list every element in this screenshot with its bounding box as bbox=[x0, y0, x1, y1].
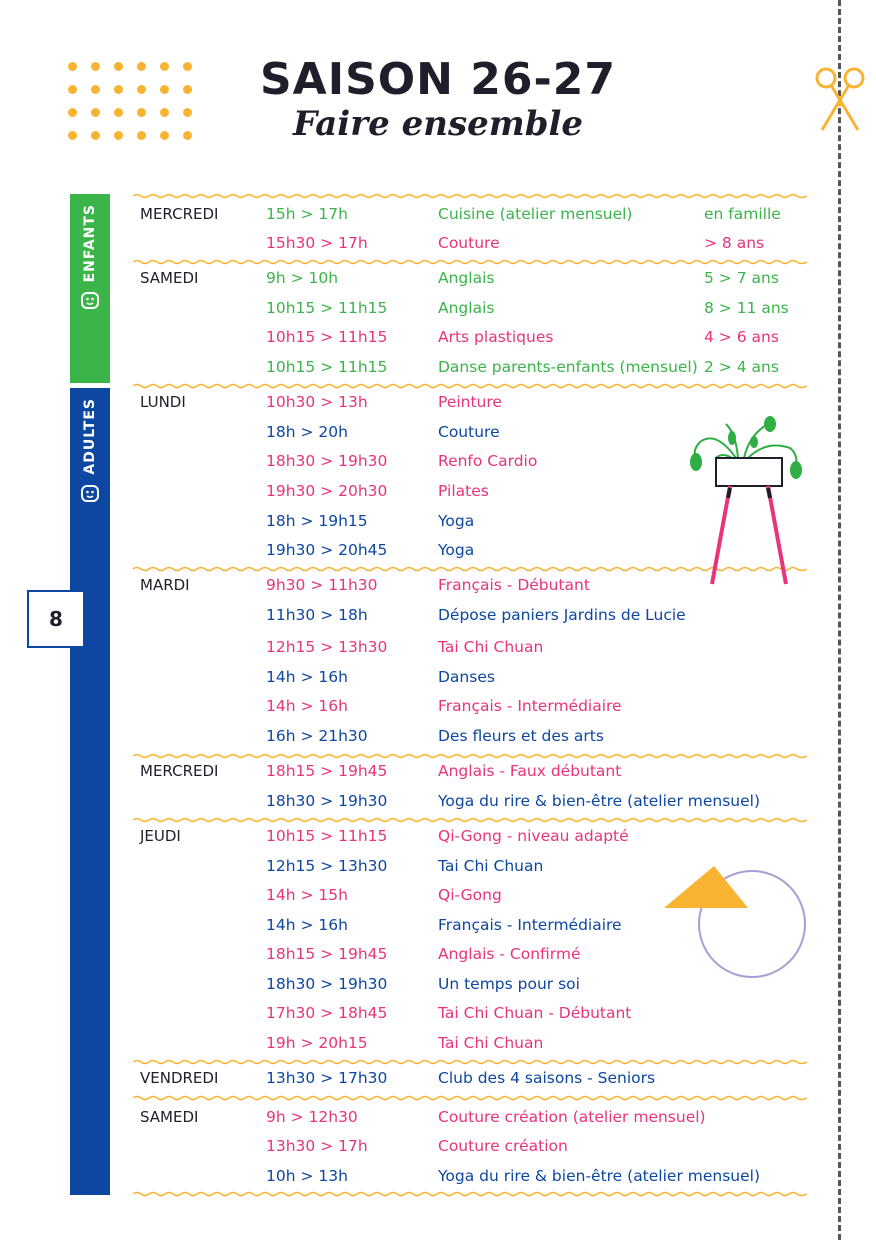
schedule-row bbox=[0, 692, 876, 720]
activity-name: Français - Intermédiaire bbox=[438, 697, 622, 715]
activity-name: Tai Chi Chuan - Débutant bbox=[438, 1004, 632, 1022]
time-range: 15h > 17h bbox=[266, 205, 348, 223]
time-range: 18h > 19h15 bbox=[266, 512, 368, 530]
activity-name: Anglais bbox=[438, 269, 495, 287]
activity-name: Anglais - Faux débutant bbox=[438, 762, 622, 780]
time-range: 10h15 > 11h15 bbox=[266, 358, 388, 376]
time-range: 19h30 > 20h45 bbox=[266, 541, 388, 559]
schedule-row bbox=[0, 822, 876, 850]
activity-name: Tai Chi Chuan bbox=[438, 857, 544, 875]
activity-name: Yoga bbox=[438, 512, 475, 530]
schedule-row bbox=[0, 1162, 876, 1190]
schedule-row bbox=[0, 787, 876, 815]
time-range: 11h30 > 18h bbox=[266, 606, 368, 624]
schedule-row bbox=[0, 264, 876, 292]
schedule-row bbox=[0, 663, 876, 691]
activity-name: Peinture bbox=[438, 393, 502, 411]
schedule-row bbox=[0, 633, 876, 661]
time-range: 18h15 > 19h45 bbox=[266, 945, 388, 963]
activity-name: Yoga bbox=[438, 541, 475, 559]
time-range: 19h > 20h15 bbox=[266, 1034, 368, 1052]
scissors-icon bbox=[814, 64, 866, 134]
schedule-row bbox=[0, 229, 876, 257]
time-range: 13h30 > 17h bbox=[266, 1137, 368, 1155]
day-label: LUNDI bbox=[140, 393, 186, 411]
activity-name: Pilates bbox=[438, 482, 489, 500]
age-group: 2 > 4 ans bbox=[704, 358, 779, 376]
time-range: 10h15 > 11h15 bbox=[266, 328, 388, 346]
time-range: 18h30 > 19h30 bbox=[266, 792, 388, 810]
day-label: MERCREDI bbox=[140, 205, 219, 223]
schedule-row bbox=[0, 601, 876, 629]
activity-name: Club des 4 saisons - Seniors bbox=[438, 1069, 656, 1087]
activity-name: Couture bbox=[438, 423, 500, 441]
separator bbox=[133, 1190, 807, 1198]
day-label: VENDREDI bbox=[140, 1069, 219, 1087]
time-range: 14h > 16h bbox=[266, 916, 348, 934]
time-range: 13h30 > 17h30 bbox=[266, 1069, 388, 1087]
time-range: 14h > 16h bbox=[266, 697, 348, 715]
activity-name: Français - Intermédiaire bbox=[438, 916, 622, 934]
activity-name: Couture création bbox=[438, 1137, 568, 1155]
day-label: MARDI bbox=[140, 576, 190, 594]
schedule-row bbox=[0, 757, 876, 785]
separator bbox=[133, 1094, 807, 1102]
day-label: JEUDI bbox=[140, 827, 181, 845]
time-range: 14h > 16h bbox=[266, 668, 348, 686]
time-range: 14h > 15h bbox=[266, 886, 348, 904]
age-group: 5 > 7 ans bbox=[704, 269, 779, 287]
time-range: 10h > 13h bbox=[266, 1167, 348, 1185]
schedule-row bbox=[0, 323, 876, 351]
plant-illustration bbox=[686, 412, 812, 588]
activity-name: Des fleurs et des arts bbox=[438, 727, 604, 745]
schedule-row bbox=[0, 353, 876, 381]
activity-name: Anglais bbox=[438, 299, 495, 317]
time-range: 18h30 > 19h30 bbox=[266, 975, 388, 993]
age-group: > 8 ans bbox=[704, 234, 765, 252]
activity-name: Couture création (atelier mensuel) bbox=[438, 1108, 706, 1126]
activity-name: Yoga du rire & bien-être (atelier mensuel) bbox=[438, 792, 760, 810]
activity-name: Yoga du rire & bien-être (atelier mensuel) bbox=[438, 1167, 760, 1185]
schedule-row bbox=[0, 1103, 876, 1131]
time-range: 18h > 20h bbox=[266, 423, 348, 441]
separator bbox=[133, 192, 807, 200]
activity-name: Danse parents-enfants (mensuel) bbox=[438, 358, 698, 376]
activity-name: Anglais - Confirmé bbox=[438, 945, 581, 963]
time-range: 9h30 > 11h30 bbox=[266, 576, 378, 594]
age-group: 4 > 6 ans bbox=[704, 328, 779, 346]
activity-name: Français - Débutant bbox=[438, 576, 590, 594]
activity-name: Qi-Gong - niveau adapté bbox=[438, 827, 629, 845]
page-subtitle: Faire ensemble bbox=[292, 104, 584, 144]
schedule-row bbox=[0, 722, 876, 750]
activity-name: Qi-Gong bbox=[438, 886, 502, 904]
time-range: 17h30 > 18h45 bbox=[266, 1004, 388, 1022]
time-range: 16h > 21h30 bbox=[266, 727, 368, 745]
activity-name: Un temps pour soi bbox=[438, 975, 580, 993]
section-adultes-label: ADULTES bbox=[82, 398, 98, 475]
time-range: 18h15 > 19h45 bbox=[266, 762, 388, 780]
time-range: 15h30 > 17h bbox=[266, 234, 368, 252]
activity-name: Tai Chi Chuan bbox=[438, 1034, 544, 1052]
activity-name: Cuisine (atelier mensuel) bbox=[438, 205, 633, 223]
page-title: SAISON 26-27 bbox=[259, 54, 617, 105]
age-group: 8 > 11 ans bbox=[704, 299, 789, 317]
time-range: 9h > 10h bbox=[266, 269, 339, 287]
schedule-row bbox=[0, 1132, 876, 1160]
time-range: 9h > 12h30 bbox=[266, 1108, 358, 1126]
day-label: MERCREDI bbox=[140, 762, 219, 780]
shapes-decoration bbox=[660, 862, 810, 982]
time-range: 19h30 > 20h30 bbox=[266, 482, 388, 500]
time-range: 18h30 > 19h30 bbox=[266, 452, 388, 470]
schedule-row bbox=[0, 294, 876, 322]
schedule-row bbox=[0, 200, 876, 228]
section-enfants-label: ENFANTS bbox=[82, 204, 98, 283]
age-group: en famille bbox=[704, 205, 781, 223]
schedule-row bbox=[0, 1064, 876, 1092]
schedule-row bbox=[0, 1029, 876, 1057]
day-label: SAMEDI bbox=[140, 269, 199, 287]
activity-name: Arts plastiques bbox=[438, 328, 554, 346]
day-label: SAMEDI bbox=[140, 1108, 199, 1126]
activity-name: Dépose paniers Jardins de Lucie bbox=[438, 606, 686, 624]
time-range: 10h15 > 11h15 bbox=[266, 299, 388, 317]
schedule-row bbox=[0, 999, 876, 1027]
activity-name: Renfo Cardio bbox=[438, 452, 538, 470]
activity-name: Danses bbox=[438, 668, 495, 686]
activity-name: Tai Chi Chuan bbox=[438, 638, 544, 656]
time-range: 10h15 > 11h15 bbox=[266, 827, 388, 845]
time-range: 12h15 > 13h30 bbox=[266, 857, 388, 875]
activity-name: Couture bbox=[438, 234, 500, 252]
time-range: 10h30 > 13h bbox=[266, 393, 368, 411]
time-range: 12h15 > 13h30 bbox=[266, 638, 388, 656]
page-number: 8 bbox=[27, 590, 85, 648]
